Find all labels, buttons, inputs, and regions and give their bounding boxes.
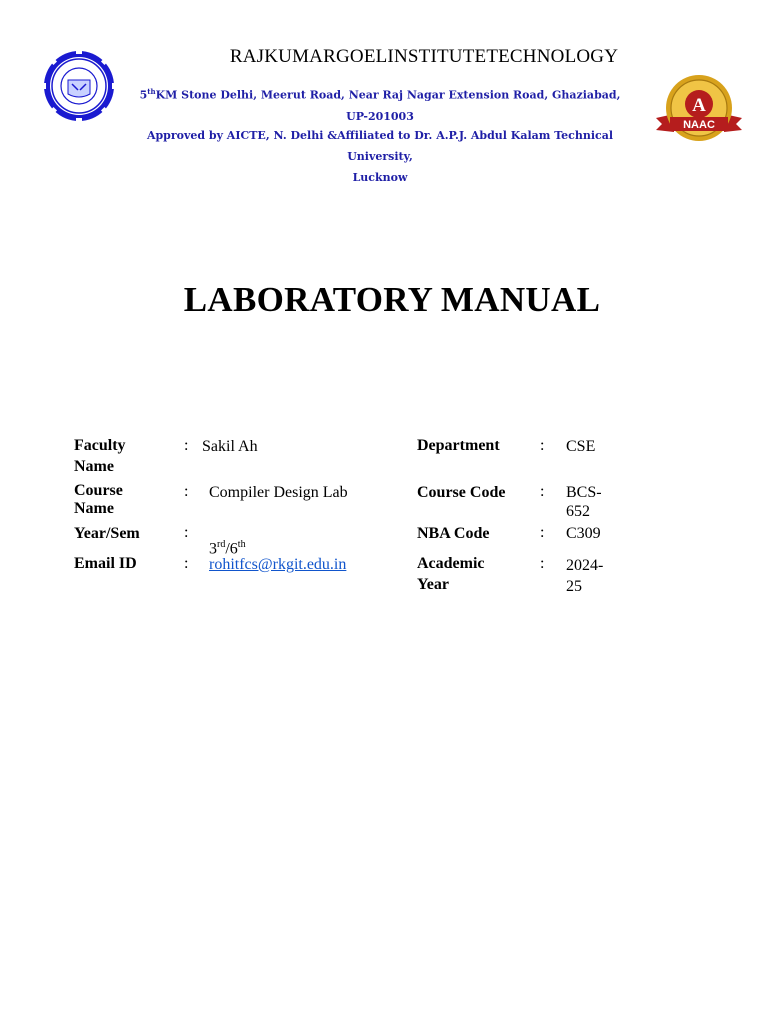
academic-year-label: Academic Year (417, 555, 485, 593)
approval-line2: Lucknow (352, 171, 408, 184)
department-value: CSE (566, 438, 596, 455)
course-name-value: Compiler Design Lab (209, 484, 348, 501)
course-code-label: Course Code (417, 484, 506, 501)
email-colon: : (184, 555, 189, 572)
year-sem-value: 3rd/6th (209, 539, 246, 558)
year-sem-label: Year/Sem (74, 525, 140, 542)
nba-code-label: NBA Code (417, 525, 490, 542)
department-label: Department (417, 437, 500, 454)
course-code-colon: : (540, 483, 545, 500)
email-id-label: Email ID (74, 555, 137, 572)
institute-name: RAJKUMARGOELINSTITUTETECHNOLOGY (229, 46, 619, 67)
institute-approval (120, 125, 640, 188)
email-link[interactable]: rohitfcs@rkgit.edu.in (209, 556, 347, 573)
course-name-label: Course Name (74, 482, 123, 517)
address-ordinal-suffix: th (147, 87, 156, 96)
address-line2: UP-201003 (346, 109, 414, 123)
address-line1: KM Stone Delhi, Meerut Road, Near Raj Nagar Extension Road, Ghaziabad, (155, 88, 621, 102)
nba-code-value: C309 (566, 525, 601, 542)
course-code-value: BCS- 652 (566, 484, 602, 520)
department-colon: : (540, 437, 545, 454)
page-title: LABORATORY MANUAL (183, 280, 601, 319)
approval-line1: Approved by AICTE, N. Delhi &Affiliated to Dr. A.P.J. Abdul Kalam Technical University, (146, 129, 614, 163)
academic-year-colon: : (540, 555, 545, 572)
faculty-name-value: Sakil Ah (202, 438, 258, 455)
address-ordinal: 5 (139, 88, 148, 102)
faculty-colon: : (184, 437, 189, 454)
nba-code-colon: : (540, 524, 545, 541)
course-colon: : (184, 483, 189, 500)
naac-grade-text: A (692, 95, 706, 116)
institute-address (120, 81, 640, 127)
naac-a-grade-badge-icon (652, 74, 746, 144)
naac-label-text: NAAC (683, 119, 715, 131)
faculty-name-label: Faculty Name (74, 437, 126, 475)
academic-year-value: 2024- 25 (566, 557, 604, 595)
year-sem-colon: : (184, 524, 189, 541)
